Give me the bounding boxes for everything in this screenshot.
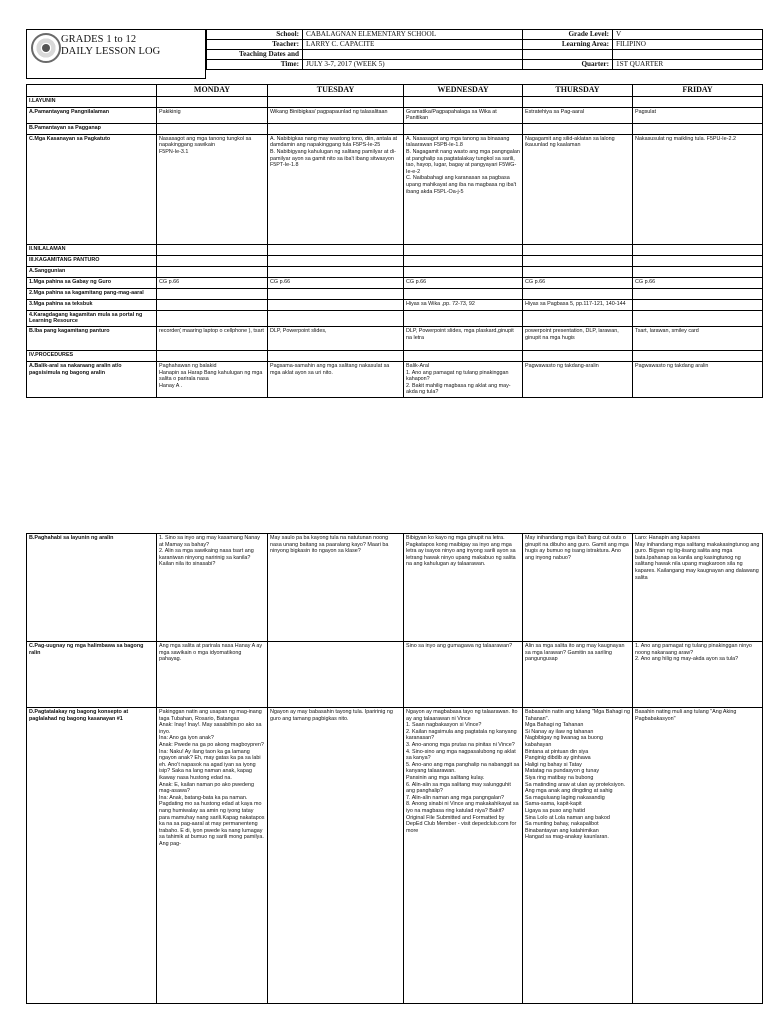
table-cell [633,123,763,134]
table-cell: Nakasusulat ng maikling tula. F5PU-Ie-2.2 [633,134,763,244]
table-cell: Gramatika/Pagpapahalaga sa Wika at Panitikan [404,107,523,123]
table-cell [523,288,633,299]
table-cell: Hiyas sa Pagbasa 5, pp.117-121, 140-144 [523,299,633,310]
table-cell [157,123,268,134]
table-cell [633,266,763,277]
table-cell [523,96,633,107]
table-row [27,326,763,350]
row-label: III.KAGAMITANG PANTURO [27,255,157,266]
quarter-value: 1ST QUARTER [613,60,763,70]
table-row [27,96,763,107]
day-header-thursday: THURSDAY [523,85,633,97]
teacher-value: LARRY C. CAPACITE [303,40,523,50]
table-cell: CG p.66 [157,277,268,288]
row-label: C.Mga Kasanayan sa Pagkatuto [27,134,157,244]
table-cell [268,123,404,134]
row-label: A.Sanggunian [27,266,157,277]
row-label: A.Pamantayang Pangnilalaman [27,107,157,123]
table-row [27,277,763,288]
table-row [27,299,763,310]
row-label: IV.PROCEDURES [27,350,157,361]
table-cell [268,96,404,107]
table-row [27,310,763,326]
table-cell [523,123,633,134]
table-cell [268,288,404,299]
table-cell: Hiyas sa Wika ,pp. 72-73, 92 [404,299,523,310]
table-cell [404,288,523,299]
table-cell: DLP, Powerpoint slides, [268,326,404,350]
row-label: A.Balik-aral sa nakaraang aralin at/o pagsisimula ng bagong aralin [27,361,157,397]
table-cell: Pagsulat [633,107,763,123]
table-cell [404,244,523,255]
table-cell: Bibigyan ko kayo ng mga ginupit na letra. Pagkatapos kong maibigay sa inyo ang mga letra ay isayos ninyo ang inyong sarili ayon sa letrang hawak ninyo upang makabuo ng salita na ang kahulugan ay talaarawan. [404,534,523,642]
table-cell [633,96,763,107]
teacher-label: Teacher: [207,40,303,50]
table-cell: Nagagamit ang silid-aklatan sa lalong ikauunlad ng kaalaman [523,134,633,244]
table-cell: Babasahin natin ang tulang "Mga Bahagi ng Tahanan". Mga Bahagi ng Tahanan Si Nanay ay ilaw ng tahanan Nagbibigay ng liwanag sa buong kabahayan Bintana at pintuan din siya Panginig dibdib ay ginhawa Haligi ng bahay si Tatay Matatag na pundasyon g tunay Siya ring matibay na bubong Sa matinding araw at ulan ay proteksiyon. Ang mga anak ang dingding at sahig Sa maguluang laging nakasandig Sama-sama, kapit-kapit Ligaya sa puso ang hatid Sina Lolo at Lola naman ang bakod Sa munting bahay, nakapalibot Binabantayan ang katahimikan Hangad sa mag-anakay kaunlaran. [523,708,633,1004]
table-cell: Alin sa mga salita ito ang may kaugnayan sa mga larawan? Gamitin sa sariling pangungusap [523,642,633,708]
table-row [27,288,763,299]
table-cell [633,288,763,299]
table-cell: May saulo pa ba kayong tula na natutunan noong nasa unang baitang sa paaralang kayo? Maari ba ninyong bigkasin ito ngayon sa klase? [268,534,404,642]
table-cell [157,299,268,310]
table-row [27,266,763,277]
school-value: CABALAGNAN ELEMENTARY SCHOOL [303,30,523,40]
row-label: II.NILALAMAN [27,244,157,255]
table-cell: DLP, Powerpoint slides, mga plaskard,ginupit na letra [404,326,523,350]
table-cell [633,255,763,266]
table-cell: May inihandang mga iba't ibang cut outs o ginupit na dibuho ang guro. Gamit ang mga hugis ay bumuo ng isang istraktura. Ano ang inyong nabuo? [523,534,633,642]
day-header-friday: FRIDAY [633,85,763,97]
header-info-table [206,29,763,70]
table-row [27,123,763,134]
row-label: I.LAYUNIN [27,96,157,107]
area-label: Learning Area: [523,40,613,50]
table-cell [404,266,523,277]
table-cell: CG p.66 [633,277,763,288]
table-cell: recorder( maaring laptop o cellphone ), tsart [157,326,268,350]
table-row [27,255,763,266]
table-cell [523,266,633,277]
document-title [61,34,160,58]
table-cell [404,96,523,107]
table-cell [268,299,404,310]
table-cell [523,310,633,326]
row-label: 3.Mga pahina sa teksbuk [27,299,157,310]
title-line-1: GRADES 1 to 12 [61,34,137,45]
table-cell: 1. Sino sa inyo ang may kasamang Nanay at Mamay sa bahay? 2. Alin sa mga sawikaing nasa tsart ang karaniwan ninyong naririnig sa kanila? Kailan nila ito sinasabi? [157,534,268,642]
table-cell: A. Nasasagot ang mga tanong sa binasang talaarawan F5PB-Ie-1.8 B. Nagagamit nang wasto ang mga pangngalan at panghalip sa pagtatalakay tungkol sa sarili, tao, hayop, lugar, bagay at pangyayari F5WG-Ie-e-2 C. Naibabahagi ang karanasan sa pagbasa upang mahikayat ang iba na magbasa ng iba't ibang akda F5PL-Oa-j-5 [404,134,523,244]
header-logo-block [26,29,206,79]
table-cell: Pagwawasto ng takdang-aralin [523,361,633,397]
lesson-table-bottom [26,533,763,1004]
table-cell [404,123,523,134]
table-cell: CG p.66 [268,277,404,288]
area-value: FILIPINO [613,40,763,50]
table-cell [523,350,633,361]
table-cell: Pakikinig [157,107,268,123]
row-label: 2.Mga pahina sa kagamitang pang-mag-aaral [27,288,157,299]
table-cell [268,255,404,266]
table-cell: powerpoint presentation, DLP, larawan, ginupit na mga hugis [523,326,633,350]
table-row [27,350,763,361]
row-label: B.Iba pang kagamitang panturo [27,326,157,350]
row-label: B.Pamantayan sa Pagganap [27,123,157,134]
table-row [27,361,763,397]
table-cell [633,244,763,255]
day-header-wednesday: WEDNESDAY [404,85,523,97]
table-cell [268,266,404,277]
row-label: 1.Mga pahina sa Gabay ng Guro [27,277,157,288]
row-label: 4.Karagdagang kagamitan mula sa portal ng Learning Resource [27,310,157,326]
table-cell: Estratehiya sa Pag-aaral [523,107,633,123]
table-cell: Balik-Aral 1. Ano ang pamagat ng tulang pinakinggan kahapon? 2. Bakit mahilig magbasa ng aklat ang may-akda ng tula? [404,361,523,397]
title-line-2: DAILY LESSON LOG [61,46,161,57]
table-row [27,534,763,642]
table-cell [268,310,404,326]
grade-label: Grade Level: [523,30,613,40]
table-cell [268,244,404,255]
table-cell: Sino sa inyo ang gumagawa ng talaarawan? [404,642,523,708]
table-cell [157,96,268,107]
table-cell [404,350,523,361]
table-cell: Ang mga salita at parirala nasa Hanay A ay mga sawikain o mga idyomatikong pahayag. [157,642,268,708]
quarter-label: Quarter: [523,60,613,70]
row-label: C.Pag-uugnay ng mga halimbawa sa bagong ralin [27,642,157,708]
dates-value: JULY 3-7, 2017 (WEEK 5) [303,60,523,70]
table-cell: Pagsama-samahin ang mga salitang nakasulat sa mga aklat ayon sa uri nito. [268,361,404,397]
table-cell [404,255,523,266]
table-cell: Basahin nating muli ang tulang "Ang Aking Pagbabakasyon" [633,708,763,1004]
table-cell [404,310,523,326]
table-cell [157,244,268,255]
table-cell [268,642,404,708]
table-cell [523,255,633,266]
table-cell: Pagwawasto ng takdang aralin [633,361,763,397]
table-cell [633,310,763,326]
table-cell [157,350,268,361]
header [26,29,762,79]
day-header-row [27,85,763,97]
table-row [27,134,763,244]
day-header-tuesday: TUESDAY [268,85,404,97]
table-cell: Ngayon ay magbabasa tayo ng talaarawan. Ito ay ang talaarawan ni Vince 1. Saan nagbakasyon si Vince? 2. Kailan nagsimula ang pagtatala ng kanyang karanasan? 3. Ano-anong mga prutas na pinitas ni Vince? 4. Sino-sino ang mga nagpasalubong ng aklat sa kanya? 5. Ano-ano ang mga panghalip na nabanggit sa kanyang talaarawan. Pansinin ang mga salitang kulay. 6. Alin-alin sa mga salitang may salungguhit ang panghalip? 7. Alin-alin naman ang mga pangngalan? 8. Anong sinabi ni Vince ang makakahikayat sa iyo na magbasa ring katulad niya? Bakit? Original File Submitted and Formatted by DepEd Club Member - visit depedclub.com for more [404,708,523,1004]
table-cell: 1. Ano ang pamagat ng tulang pinakinggan ninyo noong nakaraang araw? 2. Ano ang hilig ng may-akda ayon sa tula? [633,642,763,708]
deped-seal-icon [31,33,61,63]
dates-label: Teaching Dates and [207,50,303,60]
table-cell: Tsart, larawan, smiley card [633,326,763,350]
table-cell: CG p.66 [404,277,523,288]
table-cell: CG p.66 [523,277,633,288]
table-row [27,244,763,255]
table-cell [633,350,763,361]
table-cell [157,310,268,326]
table-cell [157,288,268,299]
table-row [27,107,763,123]
table-cell: Pakinggan natin ang usapan ng mag-inang taga Tubahan, Rosario, Batangas Anak: Inay! Inay!. May sasabihin po ako sa inyo. Ina: Ano ga iyon anak? Anak: Pwede na ga po akong magboypren? Ina: Naku! Ay ilang taon ka ga lamang ngayon anak? Eh, may gatas ka pa sa labi eh. Ano't napasok na agad iyan sa iyong isip? Saka na lang naman anak, kapag ikaway nasa hustong edad na. Anak: E, kailan naman po ako pwedeng mag-asawa? Ina: Anak, batang-bata ka pa naman. Pagdating mo sa hustong edad at kaya mo nang humiwalay sa amin ng iyong tatay para mamuhay nang sarili.Kapag nakatapos ka na sa pag-aaral at may permanenteng trabaho. E di, iyon pwede ka nang lumagay sa tahimik at bumuo ng sarili mong pamilya. Ang pag- [157,708,268,1004]
table-cell: A. Nabibigkas nang may wastong tono, diin, antala at damdamin ang napakinggang tula F5PS-Ie-25 B. Nabibigyang kahulugan ng salitang pamilyar at di-pamilyar ayon sa gamit nito sa iba't ibang sitwasyon F5PT-Ie-1.8 [268,134,404,244]
table-row [27,708,763,1004]
table-cell: Wikang Binibigkas/ pagpapaunlad ng talasalitaan [268,107,404,123]
table-row [27,642,763,708]
time-label: Time: [207,60,303,70]
day-header-monday: MONDAY [157,85,268,97]
table-cell: Ngayon ay may babasahin tayong tula. Iparirinig ng guro ang tamang pagbigkas nito. [268,708,404,1004]
lesson-table-top [26,84,763,398]
school-label: School: [207,30,303,40]
table-cell [157,266,268,277]
table-cell: Nasasagot ang mga tanong tungkol sa napakinggang sawikain F5PN-Ie-3.1 [157,134,268,244]
table-cell [268,350,404,361]
row-label: D.Pagtatalakay ng bagong konsepto at paglalahad ng bagong kasanayan #1 [27,708,157,1004]
row-label: B.Paghahabi sa layunin ng aralin [27,534,157,642]
table-cell [157,255,268,266]
grade-value: V [613,30,763,40]
table-cell [633,299,763,310]
table-cell: Laro: Hanapin ang kapares May inihandang mga salitang makakasingtunog ang guro. Bigyan ng tig-iisang salita ang mga bata.Ipahanap sa kanila ang kasingtunog ng salitang hawak nila upang magkaroon sila ng kapares. Kailangang may kaugnayan ang dalawang salita [633,534,763,642]
table-cell: Paghahawan ng balakid Hanapin sa Harap Bang kahulugan ng mga salita o parirala nasa Hanay A . [157,361,268,397]
table-cell [523,244,633,255]
